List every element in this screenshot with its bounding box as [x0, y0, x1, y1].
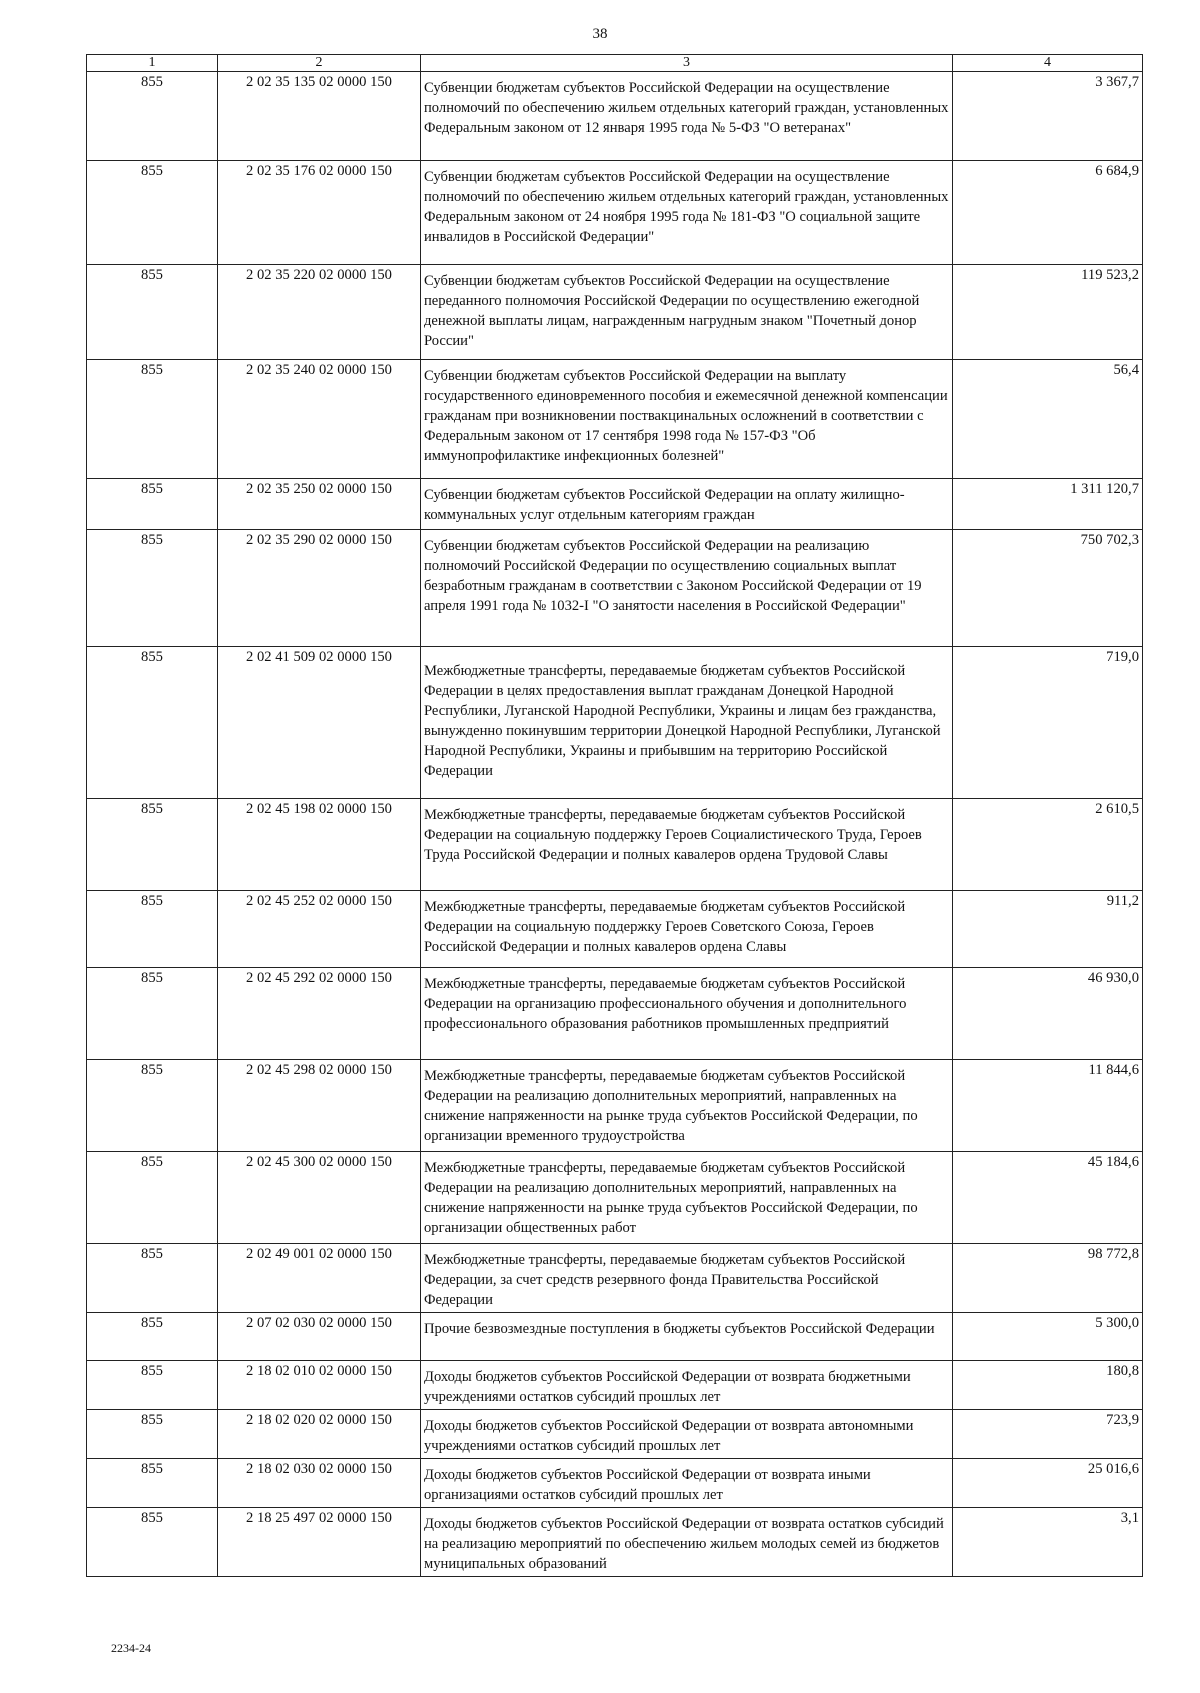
revenue-description: Доходы бюджетов субъектов Российской Федерации от возврата иными организациями остатков субсидий прошлых лет: [421, 1459, 953, 1508]
admin-code: 855: [87, 1313, 218, 1361]
amount: 25 016,6: [953, 1459, 1143, 1508]
revenue-description: Межбюджетные трансферты, передаваемые бюджетам субъектов Российской Федерации на реализацию дополнительных мероприятий, направленных на снижение напряженности на рынке труда субъектов Российской Федерации, по организации общественных работ: [421, 1152, 953, 1244]
admin-code: 855: [87, 1459, 218, 1508]
budget-classification-code: 2 02 45 300 02 0000 150: [218, 1152, 421, 1244]
admin-code: 855: [87, 1152, 218, 1244]
admin-code: 855: [87, 1361, 218, 1410]
admin-code: 855: [87, 72, 218, 161]
amount: 11 844,6: [953, 1060, 1143, 1152]
amount: 2 610,5: [953, 799, 1143, 891]
amount: 119 523,2: [953, 265, 1143, 360]
budget-classification-code: 2 02 35 176 02 0000 150: [218, 161, 421, 265]
table-row: [87, 799, 1143, 891]
budget-classification-code: 2 02 45 198 02 0000 150: [218, 799, 421, 891]
amount: 3,1: [953, 1508, 1143, 1577]
admin-code: 855: [87, 891, 218, 968]
revenue-description: Субвенции бюджетам субъектов Российской Федерации на оплату жилищно-коммунальных услуг отдельным категориям граждан: [421, 479, 953, 530]
budget-classification-code: 2 18 02 010 02 0000 150: [218, 1361, 421, 1410]
table-row: [87, 1060, 1143, 1152]
revenue-description: Субвенции бюджетам субъектов Российской Федерации на осуществление полномочий по обеспечению жильем отдельных категорий граждан, установленных Федеральным законом от 12 января 1995 года № 5-ФЗ "О ветеранах": [421, 72, 953, 161]
budget-classification-code: 2 18 25 497 02 0000 150: [218, 1508, 421, 1577]
budget-classification-code: 2 02 45 252 02 0000 150: [218, 891, 421, 968]
admin-code: 855: [87, 479, 218, 530]
amount: 180,8: [953, 1361, 1143, 1410]
table-row: [87, 265, 1143, 360]
revenue-description: Субвенции бюджетам субъектов Российской Федерации на выплату государственного единовременного пособия и ежемесячной денежной компенсации гражданам при возникновении поствакцинальных осложнений в соответствии с Федеральным законом от 17 сентября 1998 года № 157-ФЗ "Об иммунопрофилактике инфекционных болезней": [421, 360, 953, 479]
revenue-description: Доходы бюджетов субъектов Российской Федерации от возврата бюджетными учреждениями остатков субсидий прошлых лет: [421, 1361, 953, 1410]
table-row: [87, 72, 1143, 161]
admin-code: 855: [87, 968, 218, 1060]
revenue-description: Межбюджетные трансферты, передаваемые бюджетам субъектов Российской Федерации на реализацию дополнительных мероприятий, направленных на снижение напряженности на рынке труда субъектов Российской Федерации, по организации временного трудоустройства: [421, 1060, 953, 1152]
document-code: 2234-24: [111, 1641, 151, 1655]
budget-classification-code: 2 18 02 030 02 0000 150: [218, 1459, 421, 1508]
admin-code: 855: [87, 1244, 218, 1313]
amount: 1 311 120,7: [953, 479, 1143, 530]
revenue-description: Субвенции бюджетам субъектов Российской Федерации на реализацию полномочий Российской Федерации по осуществлению социальных выплат безработным гражданам в соответствии с Законом Российской Федерации от 19 апреля 1991 года № 1032-I "О занятости населения в Российской Федерации": [421, 530, 953, 647]
revenue-description: Межбюджетные трансферты, передаваемые бюджетам субъектов Российской Федерации на организацию профессионального обучения и дополнительного профессионального образования работников промышленных предприятий: [421, 968, 953, 1060]
table-row: [87, 891, 1143, 968]
revenue-description: Прочие безвозмездные поступления в бюджеты субъектов Российской Федерации: [421, 1313, 953, 1361]
amount: 98 772,8: [953, 1244, 1143, 1313]
column-number: 4: [953, 55, 1143, 72]
column-number-row: [87, 55, 1143, 72]
table-row: [87, 1313, 1143, 1361]
revenue-description: Межбюджетные трансферты, передаваемые бюджетам субъектов Российской Федерации в целях предоставления выплат гражданам Донецкой Народной Республики, Луганской Народной Республики, Украины и лицам без гражданства, вынужденно покинувшим территории Донецкой Народной Республики, Луганской Народной Республики, Украины и прибывшим на территорию Российской Федерации: [421, 647, 953, 799]
admin-code: 855: [87, 161, 218, 265]
revenue-description: Межбюджетные трансферты, передаваемые бюджетам субъектов Российской Федерации на социальную поддержку Героев Советского Союза, Героев Российской Федерации и полных кавалеров ордена Славы: [421, 891, 953, 968]
budget-classification-code: 2 02 35 220 02 0000 150: [218, 265, 421, 360]
budget-classification-code: 2 02 45 298 02 0000 150: [218, 1060, 421, 1152]
table-row: [87, 1361, 1143, 1410]
admin-code: 855: [87, 265, 218, 360]
table-row: [87, 360, 1143, 479]
budget-revenue-table: [86, 54, 1143, 1577]
amount: 723,9: [953, 1410, 1143, 1459]
amount: 719,0: [953, 647, 1143, 799]
amount: 6 684,9: [953, 161, 1143, 265]
table-row: [87, 968, 1143, 1060]
amount: 5 300,0: [953, 1313, 1143, 1361]
admin-code: 855: [87, 360, 218, 479]
column-number: 2: [218, 55, 421, 72]
amount: 46 930,0: [953, 968, 1143, 1060]
table-row: [87, 1508, 1143, 1577]
admin-code: 855: [87, 1410, 218, 1459]
budget-classification-code: 2 02 35 290 02 0000 150: [218, 530, 421, 647]
page-number: 38: [592, 26, 608, 42]
admin-code: 855: [87, 1060, 218, 1152]
amount: 45 184,6: [953, 1152, 1143, 1244]
amount: 750 702,3: [953, 530, 1143, 647]
table-row: [87, 1152, 1143, 1244]
admin-code: 855: [87, 799, 218, 891]
table-row: [87, 647, 1143, 799]
column-number: 1: [87, 55, 218, 72]
revenue-description: Доходы бюджетов субъектов Российской Федерации от возврата автономными учреждениями остатков субсидий прошлых лет: [421, 1410, 953, 1459]
table-row: [87, 479, 1143, 530]
amount: 911,2: [953, 891, 1143, 968]
revenue-description: Субвенции бюджетам субъектов Российской Федерации на осуществление полномочий по обеспечению жильем отдельных категорий граждан, установленных Федеральным законом от 24 ноября 1995 года № 181-ФЗ "О социальной защите инвалидов в Российской Федерации": [421, 161, 953, 265]
table-row: [87, 1244, 1143, 1313]
admin-code: 855: [87, 530, 218, 647]
budget-classification-code: 2 02 35 240 02 0000 150: [218, 360, 421, 479]
table-row: [87, 161, 1143, 265]
budget-classification-code: 2 02 41 509 02 0000 150: [218, 647, 421, 799]
budget-classification-code: 2 02 35 250 02 0000 150: [218, 479, 421, 530]
table-row: [87, 1459, 1143, 1508]
budget-classification-code: 2 02 35 135 02 0000 150: [218, 72, 421, 161]
admin-code: 855: [87, 647, 218, 799]
amount: 3 367,7: [953, 72, 1143, 161]
revenue-description: Межбюджетные трансферты, передаваемые бюджетам субъектов Российской Федерации, за счет средств резервного фонда Правительства Российской Федерации: [421, 1244, 953, 1313]
budget-classification-code: 2 02 45 292 02 0000 150: [218, 968, 421, 1060]
budget-classification-code: 2 07 02 030 02 0000 150: [218, 1313, 421, 1361]
budget-classification-code: 2 18 02 020 02 0000 150: [218, 1410, 421, 1459]
amount: 56,4: [953, 360, 1143, 479]
revenue-description: Межбюджетные трансферты, передаваемые бюджетам субъектов Российской Федерации на социальную поддержку Героев Социалистического Труда, Героев Труда Российской Федерации и полных кавалеров ордена Трудовой Славы: [421, 799, 953, 891]
column-number: 3: [421, 55, 953, 72]
admin-code: 855: [87, 1508, 218, 1577]
table-row: [87, 530, 1143, 647]
table-row: [87, 1410, 1143, 1459]
revenue-description: Доходы бюджетов субъектов Российской Федерации от возврата остатков субсидий на реализацию мероприятий по обеспечению жильем молодых семей из бюджетов муниципальных образований: [421, 1508, 953, 1577]
revenue-description: Субвенции бюджетам субъектов Российской Федерации на осуществление переданного полномочия Российской Федерации по осуществлению ежегодной денежной выплаты лицам, награжденным нагрудным знаком "Почетный донор России": [421, 265, 953, 360]
budget-classification-code: 2 02 49 001 02 0000 150: [218, 1244, 421, 1313]
